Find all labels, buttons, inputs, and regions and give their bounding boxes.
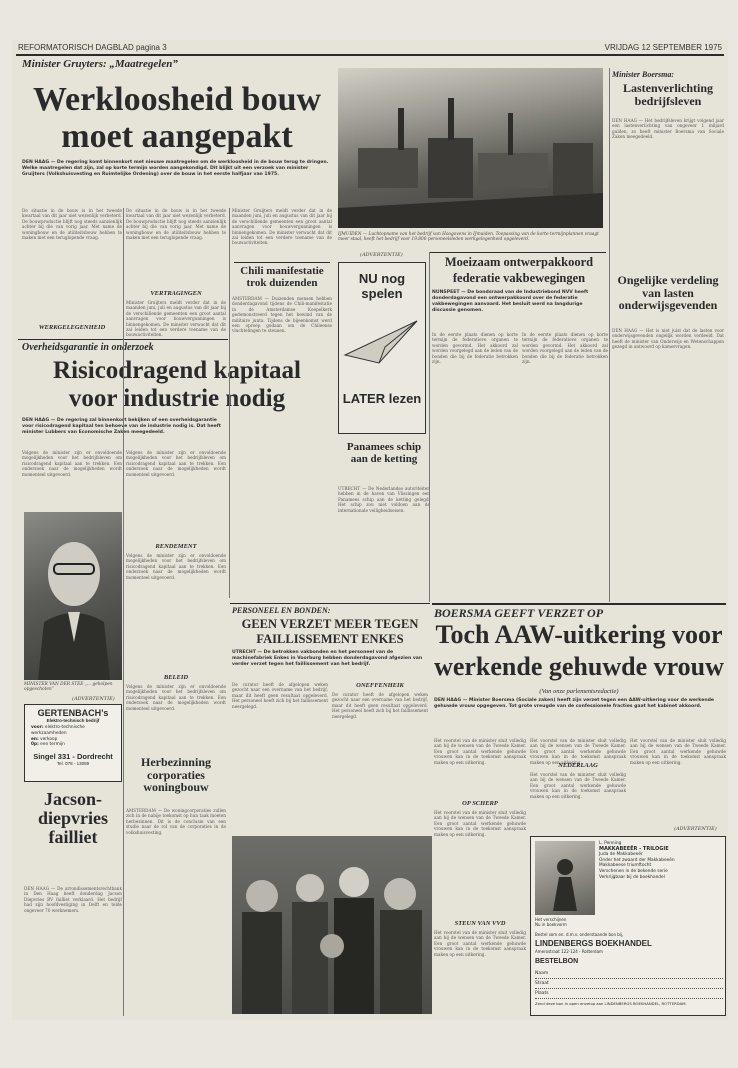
- subhead-rendement: RENDEMENT: [155, 543, 197, 550]
- subhead-nederlaag: NEDERLAAG: [558, 762, 598, 769]
- gertenbach-text1: elektro-technische werkzaamheden: [31, 725, 85, 736]
- chili-body: AMSTERDAM — Duizenden mensen hebben donderdagavond tijdens de Chili-manifestatie in de Amsterdamse Koepelkerk gedemonstreerd tegen het bewind van de militaire junta. Tijdens de bijeenkomst werd een oproep gedaan om de Chileense vluchtelingen te steunen.: [232, 296, 332, 334]
- personeel-lede: UTRECHT — De betrokken vakbonden en het personeel van de machinefabriek Enkes in Voorburg hebben donderdagavond afgezien van verder verzet tegen het faillissement van het bedrijf.: [232, 650, 423, 667]
- portrait-minister-photo: [24, 512, 122, 680]
- book-ad: [530, 836, 726, 1016]
- ad-nu-spelen: [338, 262, 426, 434]
- gertenbach-phone: Tel. 078 - 13089: [56, 761, 90, 767]
- gertenbach-ad: [24, 704, 122, 782]
- moeizaam-lede: NUNSPEET — De bondsraad van de Industriebond NVV heeft donderdagavond een ontwerpakkoord over de federatie vakbewegingen aanvaard. Het besluit werd na langdurige discussie genomen.: [432, 290, 589, 313]
- gertenbach-label1: voor:: [31, 725, 44, 730]
- personeel-body-col1: De curator heeft de afgelopen weken gezocht naar een overname van het bedrijf, maar dit heeft geen resultaat opgeleverd. Het personeel heeft zich bij het faillissement neergelegd.: [232, 682, 328, 709]
- moeizaam-title1: Moeizaam ontwerpakkoord: [444, 255, 594, 269]
- overheid-kicker: Overheidsgarantie in onderzoek: [22, 342, 154, 353]
- page-header-paper: REFORMATORISCH DAGBLAD pagina 3: [18, 43, 167, 52]
- personeel-title1: GEEN VERZET MEER TEGEN: [241, 617, 419, 631]
- overheid-body-col2: Volgens de minister zijn er onvoldoende mogelijkheden voor het bedrijfsleven om risicodragend kapitaal aan te trekken. Een onderzoek naar de mogelijkheden wordt momenteel uitgevoerd.: [126, 450, 226, 477]
- book-line3: Onder het zwaard der Makkabeeën: [599, 857, 675, 863]
- panamees-headline: Panamees schip aan de ketting: [346, 441, 422, 465]
- gertenbach-text3: een termijn: [40, 742, 65, 748]
- book-footer: Zend deze bon in open envelop aan LINDENBERGS BOEKHANDEL, ROTTERDAM.: [535, 1001, 687, 1006]
- aerial-ijmuiden-photo: [338, 68, 603, 228]
- moeizaam-title2: federatie vakbewegingen: [452, 271, 586, 285]
- aaw-body-col3: Het voorstel van de minister sluit volledig aan bij de wensen van de Tweede Kamer. Een groot aantal werkende gehuwde vrouwen kan in de toekomst aanspraak maken op een uitkering.: [630, 738, 726, 765]
- subhead-oneffenheik: ONEFFENHEIK: [356, 682, 404, 689]
- moeizaam-body-col1: In de eerste plaats dienen op korte termijn de federatieve organen te worden gevormd. Het akkoord zal worden voorgelegd aan de leden van de bonden die bij de federatie betrokken zijn.: [432, 332, 518, 365]
- gertenbach-text2: verkoop: [40, 736, 58, 742]
- boersma-body: DEN HAAG — Het bedrijfsleven krijgt volgend jaar een lastenverlichting van ongeveer 1 miljard gulden, zo heeft minister Boersma van Sociale Zaken meegedeeld.: [612, 118, 724, 140]
- body-bouw-col1: De situatie in de bouw is in het tweede kwartaal van dit jaar niet wezenlijk verbeterd. De bouwproductie blijft nog steeds aanzienlijk achter bij die van vorig jaar. Met name de woningbouw en de utiliteitsbouw hebben te maken met een teruglopende vraag.: [22, 208, 122, 241]
- headline-line2: moet aangepakt: [61, 118, 293, 155]
- overheid-title1: Risicodragend kapitaal: [53, 357, 301, 384]
- adv-label-nu: (ADVERTENTIE): [360, 252, 403, 258]
- moeizaam-body-col2: In de eerste plaats dienen op korte termijn de federatieve organen te worden gevormd. Het akkoord zal worden voorgelegd aan de leden van de bonden die bij de federatie betrokken zijn.: [522, 332, 608, 365]
- boersma-title: Lastenverlichting bedrijfsleven: [623, 81, 713, 108]
- book-cover-image: [535, 841, 595, 915]
- crowd-photo: [232, 836, 432, 1014]
- lede-bouw: DEN HAAG — De regering komt binnenkort met nieuwe maatregelen om de werkloosheid in de bouw terug te dringen. Welke maatregelen dat zijn, zal op korte termijn worden aangekondigd. Dit blijkt uit een verzoek van minister Gruijters (Volkshuisvesting en Ruimtelijke Ordening) over de bouw in het eerste halfjaar van 1975.: [22, 160, 329, 177]
- aaw-title1: Toch AAW-uitkering voor: [435, 620, 723, 649]
- overheid-title2: voor industrie nodig: [68, 385, 286, 412]
- ongelijke-body: DEN HAAG — Het is niet juist dat de lasten voor onderwijsgevenden ongelijk worden verdeeld. Dat heeft de minister van Onderwijs en Wetenschappen gezegd in antwoord op kamervragen.: [612, 328, 724, 350]
- adv-label-gertenbach: (ADVERTENTIE): [72, 696, 115, 702]
- field-plaats[interactable]: Plaats: [535, 989, 723, 999]
- bestelbon-title: BESTELBON: [535, 958, 579, 965]
- rendement-body: Volgens de minister zijn er onvoldoende mogelijkheden voor het bedrijfsleven om risicodragend kapitaal aan te trekken. Een onderzoek naar de mogelijkheden wordt momenteel uitgevoerd.: [126, 553, 226, 580]
- col-divider-3: [429, 252, 430, 602]
- overheid-lede: DEN HAAG — De regering zal binnenkort bekijken of een overheidsgarantie voor risicodragend kapitaal ten behoeve van de industrie nodig is. Dat heeft minister Lubbers van Economische Zaken meegedeeld.: [22, 418, 221, 435]
- subhead-op-scherp: OP SCHERP: [462, 800, 498, 807]
- book-author: L. Penning: [599, 841, 622, 846]
- subhead-werkgelegenheid: WERKGELEGENHEID: [38, 324, 106, 331]
- header-rule: [16, 54, 724, 56]
- subhead-steun-vvd: STEUN VAN VVD: [454, 920, 506, 927]
- field-naam[interactable]: Naam: [535, 969, 723, 979]
- personeel-kicker: PERSONEEL EN BONDEN:: [232, 606, 331, 615]
- book-line7: Het verschijnen: [535, 917, 567, 922]
- gertenbach-label3: 0p:: [31, 742, 39, 748]
- jacson-body: DEN HAAG — De arrondissementsrechtbank in Den Haag heeft donderdag Jacson Diepvries BV failliet verklaard. Het bedrijf had zijn hoofdvestiging in Delft en telde ongeveer 70 werknemers.: [24, 886, 122, 913]
- aaw-body-col1: Het voorstel van de minister sluit volledig aan bij de wensen van de Tweede Kamer. Een groot aantal werkende gehuwde vrouwen kan in de toekomst aanspraak maken op een uitkering.: [434, 738, 526, 765]
- herbezinning-headline: Herbezinning corporaties woningbouw: [140, 755, 211, 795]
- aaw-body-col2: Het voorstel van de minister sluit volledig aan bij de wensen van de Tweede Kamer. Een groot aantal werkende gehuwde vrouwen kan in de toekomst aanspraak maken op een uitkering.: [530, 738, 626, 765]
- personeel-rule: [230, 603, 430, 604]
- boersma-kicker: Minister Boersma:: [612, 70, 675, 79]
- ad-later-title: LATER lezen: [342, 391, 422, 406]
- overheid-body-col1: Volgens de minister zijn er onvoldoende mogelijkheden voor het bedrijfsleven om risicodragend kapitaal aan te trekken. Een onderzoek naar de mogelijkheden wordt momenteel uitgevoerd.: [22, 450, 122, 477]
- ongelijke-title: Ongelijke verdeling van lasten onderwijsgevenden: [617, 273, 719, 313]
- book-cover-figure: [535, 841, 595, 915]
- col-divider-1: [229, 208, 230, 598]
- headline-line1: Werkloosheid bouw: [32, 81, 322, 118]
- kicker-gruyters: Minister Gruyters: „Maatregelen”: [22, 58, 178, 70]
- aerial-caption: IJMUIDEN — Luchtopname van het bedrijf van Hoogovens in IJmuiden. Toepassing van de korte-termijnplannen vraagt meer staal, heeft het bedrijf voor 19.800 personeelsleden werkgelegenheid opgeleverd.: [338, 232, 599, 243]
- col-divider-4: [609, 68, 610, 602]
- aaw-title2: werkende gehuwde vrouw: [434, 652, 724, 681]
- panamees-body: UTRECHT — De Nederlandse autoriteiten hebben in de haven van Vlissingen een Panamees schip aan de ketting gelegd. Het schip zou niet voldoen aan de internationale veiligheidseisen.: [338, 486, 430, 513]
- jacson-headline: Jacson-diepvries failliet: [38, 789, 108, 847]
- portrait-figure: [24, 512, 122, 680]
- newspaper-page: [12, 40, 728, 1020]
- gertenbach-label2: en:: [31, 736, 39, 742]
- adv-label-book: (ADVERTENTIE): [674, 826, 717, 832]
- paper-plane-icon: [339, 307, 423, 377]
- personeel-body-col2: De curator heeft de afgelopen weken gezocht naar een overname van het bedrijf, maar dit heeft geen resultaat opgeleverd. Het personeel heeft zich bij het faillissement neergelegd.: [332, 692, 428, 719]
- body-bouw-col2: De situatie in de bouw is in het tweede kwartaal van dit jaar niet wezenlijk verbeterd. De bouwproductie blijft nog steeds aanzienlijk achter bij die van vorig jaar. Met name de woningbouw en de utiliteitsbouw hebben te maken met een teruglopende vraag.: [126, 208, 226, 241]
- body-vertragingen: Minister Gruijters meldt verder dat in de maanden juni, juli en augustus van dit jaar bij de verschillende gemeenten een groot aantal aanvragen voor bouwvergunningen is binnengekomen. De minister verwacht dat dit zal leiden tot een verdere toename van de bouwactiviteiten.: [126, 300, 226, 338]
- book-line2: Juda de Makkabeeër: [599, 852, 643, 858]
- gertenbach-sub: Elektro-technisch bedrijf: [46, 718, 100, 723]
- body-gruijters-col3: Minister Gruijters meldt verder dat in de maanden juni, juli en augustus van dit jaar bij de verschillende gemeenten een groot aantal aanvragen voor bouwvergunningen is binnengekomen. De minister verwacht dat dit zal leiden tot een verdere toename van de bouwactiviteiten.: [232, 208, 332, 246]
- chili-rule: [234, 262, 330, 263]
- crowd-figures: [232, 836, 432, 1014]
- book-shop-name: LINDENBERGS BOEKHANDEL: [535, 939, 652, 948]
- chili-headline: Chili manifestatie trok duizenden: [240, 265, 324, 289]
- page-header-date: VRIJDAG 12 SEPTEMBER 1975: [604, 43, 722, 52]
- ad-nu-title: NU nog spelen: [358, 271, 406, 301]
- book-title: MAKKABEEËR - TRILOGIE: [599, 845, 669, 852]
- book-line8: Nu in boekvorm: [535, 922, 567, 927]
- book-shop-address: Amerostraat 122-124 - Rotterdam: [535, 949, 603, 954]
- aaw-rule: [432, 603, 726, 605]
- aerial-factory-shapes: [338, 68, 603, 228]
- personeel-title2: FAILLISSEMENT ENKES: [256, 632, 404, 646]
- beleid-body: Volgens de minister zijn er onvoldoende mogelijkheden voor het bedrijfsleven om risicodragend kapitaal aan te trekken. Een onderzoek naar de mogelijkheden wordt momenteel uitgevoerd.: [126, 684, 226, 711]
- book-order-text: Bestel som en. d.m.v. onderstaande bon bij,: [535, 932, 624, 937]
- aaw-byline: (Van onze parlementsredactie): [539, 688, 619, 695]
- book-line6: Verkrijgbaar bij de boekhandel: [599, 874, 665, 880]
- aaw-lede: DEN HAAG — Minister Boersma (Sociale zaken) heeft zijn verzet tegen een AAW-uitkering voor de werkende gehuwde vrouw opgegeven. Tot grote vreugde van de confessionele fracties gaat het kabinet akkoord.: [434, 698, 715, 709]
- moeizaam-rule: [430, 252, 606, 253]
- gertenbach-address: Singel 331 - Dordrecht: [33, 752, 113, 762]
- herbezinning-body: AMSTERDAM — De woningcorporaties zullen zich in de nabije toekomst op hun taak moeten herbezinnen. Dit is de conclusie van een studie naar de rol van de corporaties in de volkshuisvesting.: [126, 808, 226, 835]
- field-straat[interactable]: Straat: [535, 979, 723, 989]
- aaw-opscherp-body: Het voorstel van de minister sluit volledig aan bij de wensen van de Tweede Kamer. Een groot aantal werkende gehuwde vrouwen kan in de toekomst aanspraak maken op een uitkering.: [434, 810, 526, 837]
- aaw-kicker: BOERSMA GEEFT VERZET OP: [434, 606, 604, 620]
- portrait-caption: MINISTER VAN DER STEE „... geholpen opgeschoten”: [24, 682, 113, 693]
- aaw-steun-body: Het voorstel van de minister sluit volledig aan bij de wensen van de Tweede Kamer. Een groot aantal werkende gehuwde vrouwen kan in de toekomst aanspraak maken op een uitkering.: [434, 930, 526, 957]
- col-divider-2: [123, 208, 124, 1016]
- subhead-beleid: BELEID: [163, 674, 189, 681]
- aaw-nederlaag-body: Het voorstel van de minister sluit volledig aan bij de wensen van de Tweede Kamer. Een groot aantal werkende gehuwde vrouwen kan in de toekomst aanspraak maken op een uitkering.: [530, 772, 626, 799]
- book-line5: Verschenen in de bekende serie: [599, 868, 668, 874]
- subhead-vertragingen: VERTRAGINGEN: [150, 290, 202, 297]
- book-line4: Makkabeese triumftocht: [599, 863, 652, 869]
- gertenbach-title: GERTENBACH’s: [37, 708, 109, 718]
